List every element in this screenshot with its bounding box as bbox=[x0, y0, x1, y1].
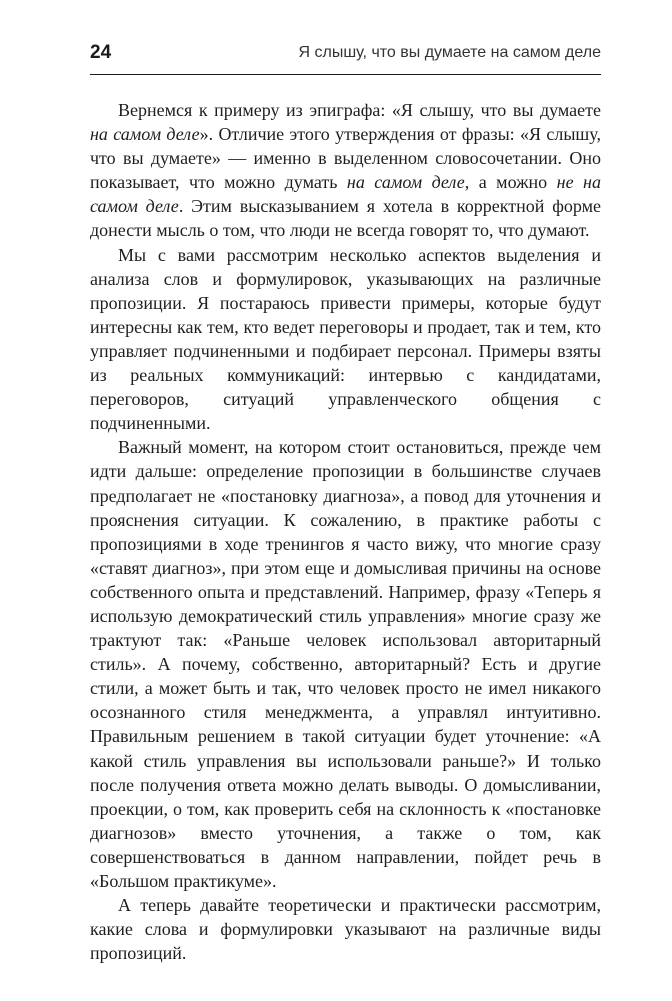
body-text bbox=[90, 98, 601, 965]
paragraph-4: А теперь давайте теоретически и практически рассмотрим, какие слова и формулировки указывают на различные виды пропозиций. bbox=[90, 895, 601, 964]
paragraph-1-text: . Этим высказыванием я хотела в корректной форме донести мысль о том, что люди не всегда говорят то, что думают. bbox=[90, 196, 601, 241]
paragraph-1-text: ». Отличие этого утверждения от фразы: «Я слышу, что вы думаете» — именно в выделенном словосочетании. Оно показывает, что можно думать bbox=[90, 124, 601, 193]
paragraph-1 bbox=[90, 98, 601, 243]
paragraph-2: Мы с вами рассмотрим несколько аспектов выделения и анализа слов и формулировок, указывающих на различные пропозиции. Я постараюсь привести примеры, которые будут интересны как тем, кто ведет переговоры и продает, так и тем, кто управляет подчиненными и подбирает персонал. Примеры взяты из реальных коммуникаций: интервью с кандидатами, переговоров, ситуаций управленческого общения с подчиненными. bbox=[90, 244, 601, 434]
header-rule bbox=[90, 74, 601, 75]
page-number: 24 bbox=[90, 42, 112, 63]
running-title: Я слышу, что вы думаете на самом деле bbox=[298, 44, 601, 61]
paragraph-1-text: , а можно bbox=[464, 172, 557, 193]
emphasis-na-samom-dele: на самом деле bbox=[90, 124, 200, 145]
running-head bbox=[90, 42, 601, 68]
emphasis-na-samom-dele: на самом деле bbox=[346, 172, 465, 193]
emphasis-ne-na-samom-dele: не на самом деле bbox=[90, 172, 601, 217]
paragraph-1-text: Вернемся к примеру из эпиграфа: «Я слышу, что вы думаете bbox=[118, 100, 601, 120]
paragraph-3: Важный момент, на котором стоит остановиться, прежде чем идти дальше: определение пропозиции в большинстве случаев предполагает не «постановку диагноза», а повод для уточнения и прояснения ситуации. К сожалению, в практике работы с пропозициями в ходе тренингов я часто вижу, что многие сразу «ставят диагноз», при этом еще и домысливая причины на основе собственного опыта и представлений. Например, фразу «Теперь я использую демократический стиль управления» многие сразу же трактуют так: «Раньше человек использовал авторитарный стиль». А почему, собственно, авторитарный? Есть и другие стили, а может быть и так, что человек просто не имел никакого осознанного стиля менеджмента, а управлял интуитивно. Правильным решением в такой ситуации будет уточнение: «А какой стиль управления вы использовали раньше?» И только после получения ответа можно делать выводы. О домысливании, проекции, о том, как проверить себя на склонность к «постановке диагнозов» вместо уточнения, а также о том, как совершенствоваться в данном направлении, пойдет речь в «Большом практикуме». bbox=[90, 437, 601, 891]
